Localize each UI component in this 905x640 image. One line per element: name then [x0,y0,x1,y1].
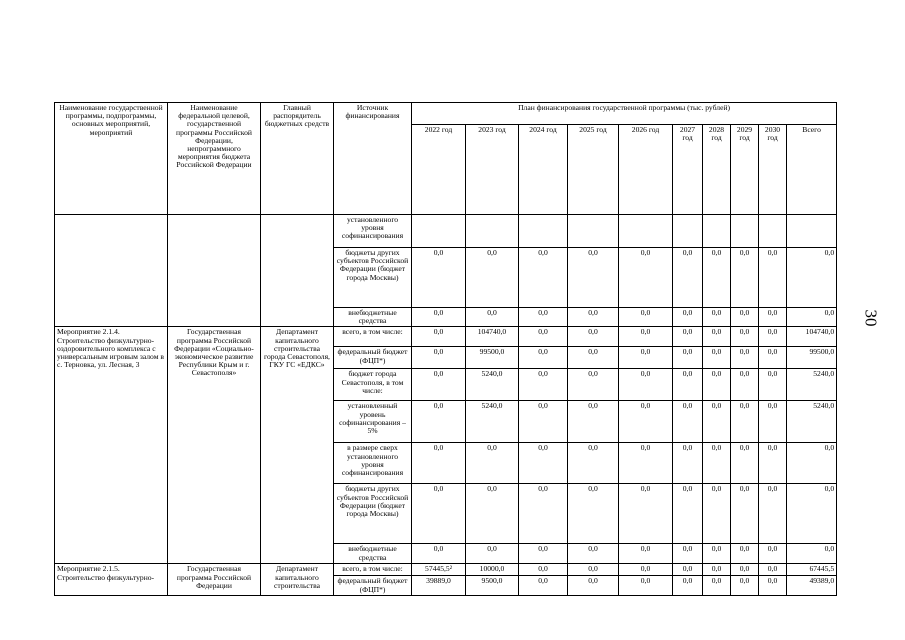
value-cell: 39889,0 [412,576,466,596]
value-cell: 0,0 [673,484,703,544]
header-year: 2027 год [673,125,703,215]
value-cell: 0,0 [731,443,759,484]
value-cell: 0,0 [703,308,731,327]
value-cell: 0,0 [568,564,619,576]
value-cell [466,215,519,248]
value-cell: 0,0 [619,576,673,596]
total-cell: 99500,0 [787,347,837,369]
value-cell: 0,0 [703,484,731,544]
value-cell: 10000,0 [466,564,519,576]
value-cell: 57445,5² [412,564,466,576]
measure-program: Государственная программа Российской Федерации «Социально-экономическое развитие Республики Крым и г. Севастополя» [168,327,261,564]
total-cell: 0,0 [787,443,837,484]
value-cell [412,215,466,248]
value-cell: 0,0 [619,248,673,308]
continuation-name-cell [55,215,168,327]
value-cell: 0,0 [673,443,703,484]
value-cell: 0,0 [759,248,787,308]
value-cell [568,215,619,248]
source-cell: в размере сверх установленного уровня софинансирования [334,443,412,484]
value-cell: 0,0 [759,401,787,443]
value-cell [619,215,673,248]
source-cell: установленного уровня софинансирования [334,215,412,248]
total-cell: 5240,0 [787,401,837,443]
total-cell: 0,0 [787,544,837,564]
header-fed-program: Наименование федеральной целевой, государственной программы Российской Федерации, непрограммного мероприятия бюджета Российской Федерации [168,103,261,215]
value-cell: 0,0 [731,544,759,564]
value-cell: 0,0 [759,347,787,369]
value-cell [519,215,568,248]
measure-program: Государственная программа Российской Федерации [168,564,261,596]
value-cell: 0,0 [673,401,703,443]
value-cell: 99500,0 [466,347,519,369]
value-cell: 9500,0 [466,576,519,596]
value-cell: 0,0 [619,443,673,484]
source-cell: бюджет города Севастополя, в том числе: [334,369,412,401]
source-cell: федеральный бюджет (ФЦП*) [334,576,412,596]
value-cell: 0,0 [412,248,466,308]
measure-name: Мероприятие 2.1.5. Строительство физкультурно- [55,564,168,596]
value-cell: 0,0 [673,544,703,564]
value-cell: 0,0 [519,401,568,443]
value-cell: 0,0 [412,308,466,327]
value-cell: 0,0 [412,327,466,347]
header-year: 2025 год [568,125,619,215]
measure-name: Мероприятие 2.1.4. Строительство физкультурно-оздоровительного комплекса с универсальным игровым залом в с. Терновка, ул. Лесная, 3 [55,327,168,564]
value-cell: 0,0 [731,484,759,544]
header-source: Источник финансирования [334,103,412,215]
value-cell: 0,0 [568,576,619,596]
header-year: 2023 год [466,125,519,215]
value-cell: 0,0 [568,369,619,401]
value-cell: 0,0 [731,327,759,347]
financing-table [54,102,837,596]
value-cell: 0,0 [619,544,673,564]
source-cell: внебюджетные средства [334,308,412,327]
value-cell [731,215,759,248]
value-cell: 0,0 [619,369,673,401]
value-cell: 0,0 [619,564,673,576]
value-cell: 0,0 [759,484,787,544]
value-cell: 0,0 [412,347,466,369]
header-year: 2029 год [731,125,759,215]
value-cell: 0,0 [619,308,673,327]
total-cell: 0,0 [787,484,837,544]
value-cell: 0,0 [673,248,703,308]
value-cell: 0,0 [673,564,703,576]
value-cell: 0,0 [759,327,787,347]
value-cell: 0,0 [703,544,731,564]
header-manager: Главный распорядитель бюджетных средств [261,103,334,215]
value-cell: 0,0 [703,248,731,308]
value-cell: 0,0 [703,443,731,484]
header-year: 2022 год [412,125,466,215]
total-cell: 0,0 [787,248,837,308]
value-cell: 0,0 [519,576,568,596]
value-cell: 0,0 [703,327,731,347]
value-cell: 0,0 [412,544,466,564]
value-cell: 0,0 [731,369,759,401]
value-cell: 0,0 [519,248,568,308]
header-year: 2026 год [619,125,673,215]
value-cell: 0,0 [759,369,787,401]
value-cell: 0,0 [466,484,519,544]
value-cell: 0,0 [673,327,703,347]
value-cell: 0,0 [759,443,787,484]
value-cell: 0,0 [568,443,619,484]
value-cell [759,215,787,248]
value-cell: 0,0 [673,369,703,401]
value-cell: 0,0 [619,327,673,347]
source-cell: всего, в том числе: [334,564,412,576]
value-cell: 5240,0 [466,369,519,401]
value-cell: 0,0 [466,308,519,327]
measure-manager: Департамент капитального строительства города Севастополя, ГКУ ГС «ЕДКС» [261,327,334,564]
value-cell: 0,0 [519,564,568,576]
value-cell: 0,0 [466,248,519,308]
value-cell: 0,0 [568,484,619,544]
value-cell: 0,0 [568,347,619,369]
value-cell: 0,0 [759,308,787,327]
value-cell: 0,0 [519,308,568,327]
value-cell: 0,0 [673,576,703,596]
source-cell: бюджеты других субъектов Российской Федерации (бюджет города Москвы) [334,484,412,544]
value-cell: 0,0 [731,401,759,443]
value-cell: 0,0 [412,443,466,484]
value-cell: 0,0 [519,544,568,564]
value-cell: 0,0 [519,327,568,347]
value-cell: 0,0 [619,401,673,443]
value-cell: 0,0 [568,248,619,308]
continuation-program-cell [168,215,261,327]
header-year: 2024 год [519,125,568,215]
total-cell [787,215,837,248]
value-cell: 0,0 [703,401,731,443]
value-cell: 0,0 [703,576,731,596]
value-cell: 0,0 [731,308,759,327]
header-plan: План финансирования государственной программы (тыс. рублей) [412,103,837,125]
value-cell: 0,0 [619,484,673,544]
value-cell: 0,0 [519,347,568,369]
total-cell: 104740,0 [787,327,837,347]
value-cell: 0,0 [759,576,787,596]
value-cell: 0,0 [568,308,619,327]
value-cell: 0,0 [703,564,731,576]
value-cell: 0,0 [731,576,759,596]
header-year: 2030 год [759,125,787,215]
value-cell: 0,0 [731,564,759,576]
source-cell: бюджеты других субъектов Российской Федерации (бюджет города Москвы) [334,248,412,308]
value-cell: 0,0 [412,401,466,443]
value-cell: 104740,0 [466,327,519,347]
value-cell: 0,0 [568,401,619,443]
value-cell: 5240,0 [466,401,519,443]
value-cell: 0,0 [759,544,787,564]
header-name: Наименование государственной программы, подпрограммы, основных мероприятий, мероприятий [55,103,168,215]
value-cell: 0,0 [759,564,787,576]
value-cell: 0,0 [412,369,466,401]
value-cell: 0,0 [466,443,519,484]
header-total: Всего [787,125,837,215]
total-cell: 5240,0 [787,369,837,401]
value-cell: 0,0 [673,347,703,369]
measure-manager: Департамент капитального строительства [261,564,334,596]
value-cell [673,215,703,248]
total-cell: 49389,0 [787,576,837,596]
source-cell: внебюджетные средства [334,544,412,564]
value-cell: 0,0 [619,347,673,369]
continuation-manager-cell [261,215,334,327]
value-cell: 0,0 [519,369,568,401]
total-cell: 0,0 [787,308,837,327]
value-cell: 0,0 [703,369,731,401]
value-cell: 0,0 [466,544,519,564]
value-cell: 0,0 [519,484,568,544]
page-number: 30 [861,309,881,327]
value-cell: 0,0 [731,347,759,369]
source-cell: установленный уровень софинансирования – 5% [334,401,412,443]
value-cell: 0,0 [731,248,759,308]
total-cell: 67445,5 [787,564,837,576]
value-cell: 0,0 [568,544,619,564]
source-cell: всего, в том числе: [334,327,412,347]
header-year: 2028 год [703,125,731,215]
value-cell [703,215,731,248]
source-cell: федеральный бюджет (ФЦП*) [334,347,412,369]
value-cell: 0,0 [412,484,466,544]
value-cell: 0,0 [568,327,619,347]
value-cell: 0,0 [673,308,703,327]
value-cell: 0,0 [519,443,568,484]
value-cell: 0,0 [703,347,731,369]
